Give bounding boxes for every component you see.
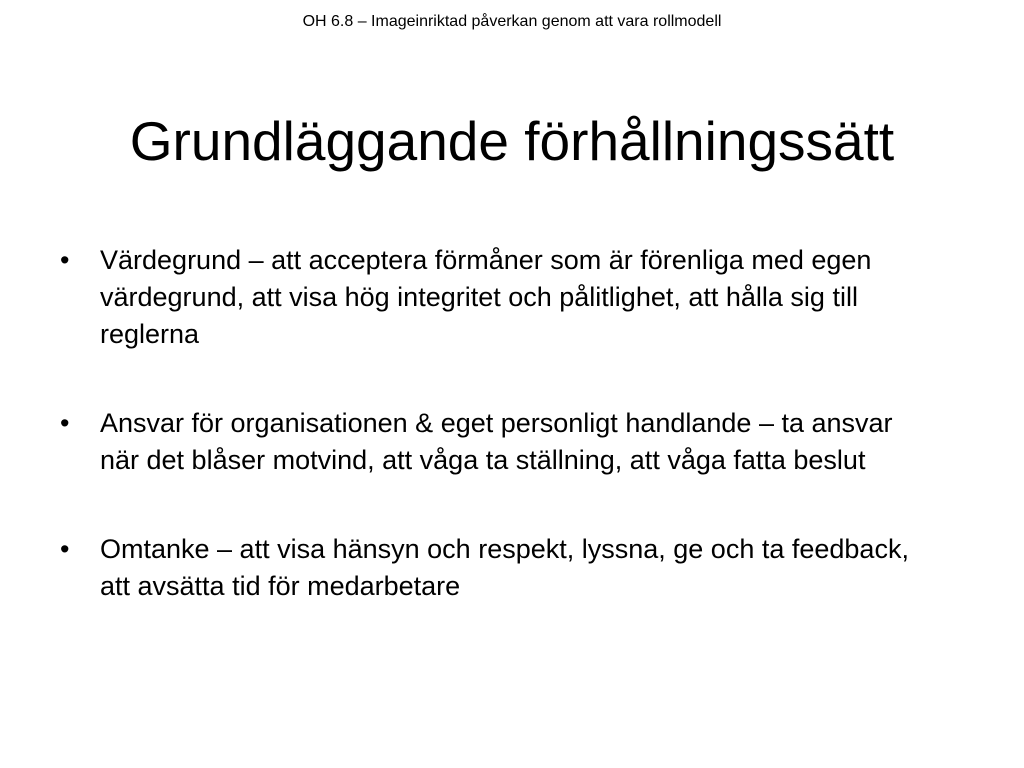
bullet-marker: • [60, 534, 70, 564]
bullet-item-vardegrund [58, 242, 900, 353]
bullet-item-ansvar [58, 405, 900, 479]
bullet-item-omtanke [58, 531, 920, 605]
bullet-marker: • [60, 245, 70, 275]
header-note: OH 6.8 – Imageinriktad påverkan genom att vara rollmodell [302, 13, 722, 30]
bullet-marker: • [60, 408, 70, 438]
bullet-list [58, 242, 958, 657]
bullet-text: Värdegrund – att acceptera förmåner som är förenliga med egen värdegrund, att visa hög integritet och pålitlighet, att hålla sig till reglerna [100, 245, 872, 349]
bullet-text: Omtanke – att visa hänsyn och respekt, lyssna, ge och ta feedback, att avsätta tid för medarbetare [100, 534, 909, 601]
bullet-text: Ansvar för organisationen & eget personligt handlande – ta ansvar när det blåser motvind, att våga ta ställning, att våga fatta beslut [100, 408, 893, 475]
slide-title: Grundläggande förhållningssätt [129, 110, 895, 172]
